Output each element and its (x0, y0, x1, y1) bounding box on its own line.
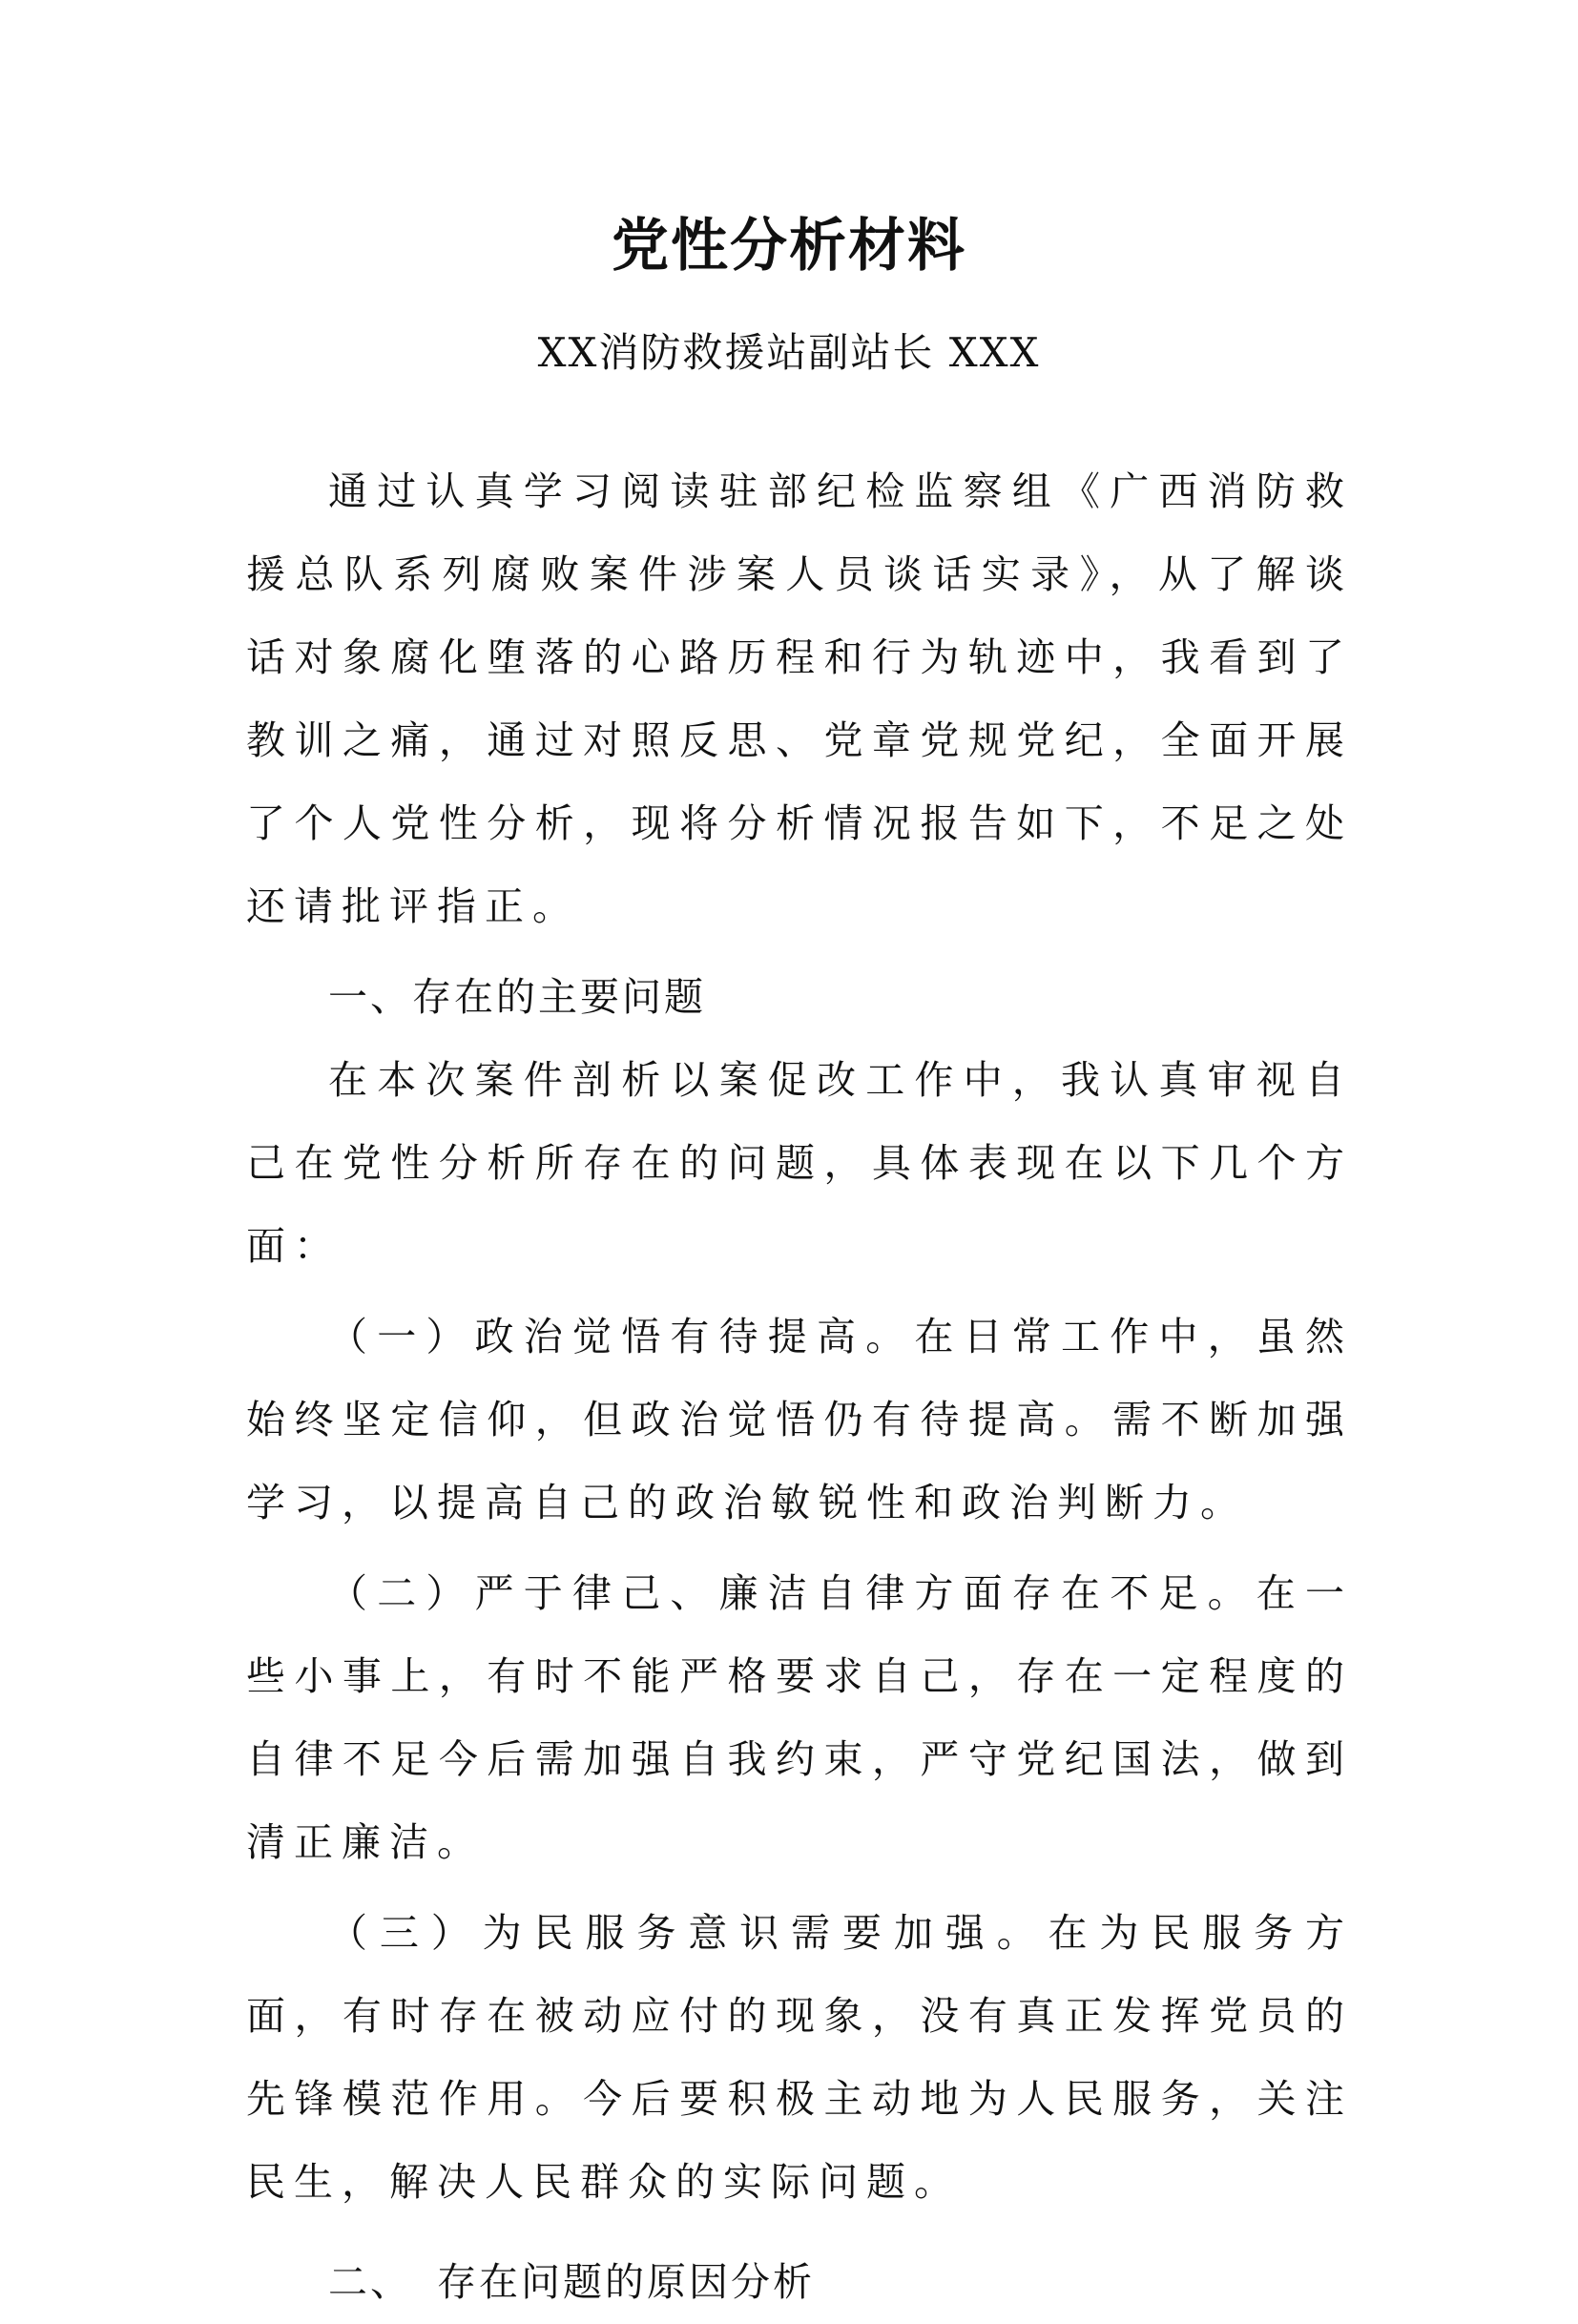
document-title: 党性分析材料 (612, 213, 966, 280)
document-author-line: XX消防救援站副站长 XXX (537, 329, 1041, 376)
problem-item-self-discipline: （二）严于律己、廉洁自律方面存在不足。在一些小事上，有时不能严格要求自己，存在一定程度的自律不足今后需加强自我约束，严守党纪国法，做到清正廉洁。 (246, 1570, 1353, 1865)
section-heading-text: 存在问题的原因分析 (437, 2259, 815, 2305)
problem-item-service-awareness: （三）为民服务意识需要加强。在为民服务方面，有时存在被动应付的现象，没有真正发挥党员的先锋模范作用。今后要积极主动地为人民服务，关注民生，解决人民群众的实际问题。 (246, 1910, 1353, 2205)
section-heading-cause-analysis (246, 2241, 1353, 2324)
problem-item-political-awareness: （一）政治觉悟有待提高。在日常工作中，虽然始终坚定信仰，但政治觉悟仍有待提高。需不断加强学习，以提高自己的政治敏锐性和政治判断力。 (246, 1314, 1353, 1525)
intro-paragraph: 通过认真学习阅读驻部纪检监察组《广西消防救援总队系列腐败案件涉案人员谈话实录》，从了解谈话对象腐化堕落的心路历程和行为轨迹中，我看到了教训之痛，通过对照反思、党章党规党纪，全面开展了个人党性分析，现将分析情况报告如下，不足之处还请批评指正。 (246, 468, 1353, 929)
document-body (246, 450, 1353, 2324)
section-heading-main-problems: 一、存在的主要问题 (328, 974, 706, 1020)
problems-intro-paragraph: 在本次案件剖析以案促改工作中，我认真审视自己在党性分析所存在的问题，具体表现在以下几个方面： (246, 1057, 1353, 1269)
section-heading-number: 二、 (328, 2259, 412, 2305)
